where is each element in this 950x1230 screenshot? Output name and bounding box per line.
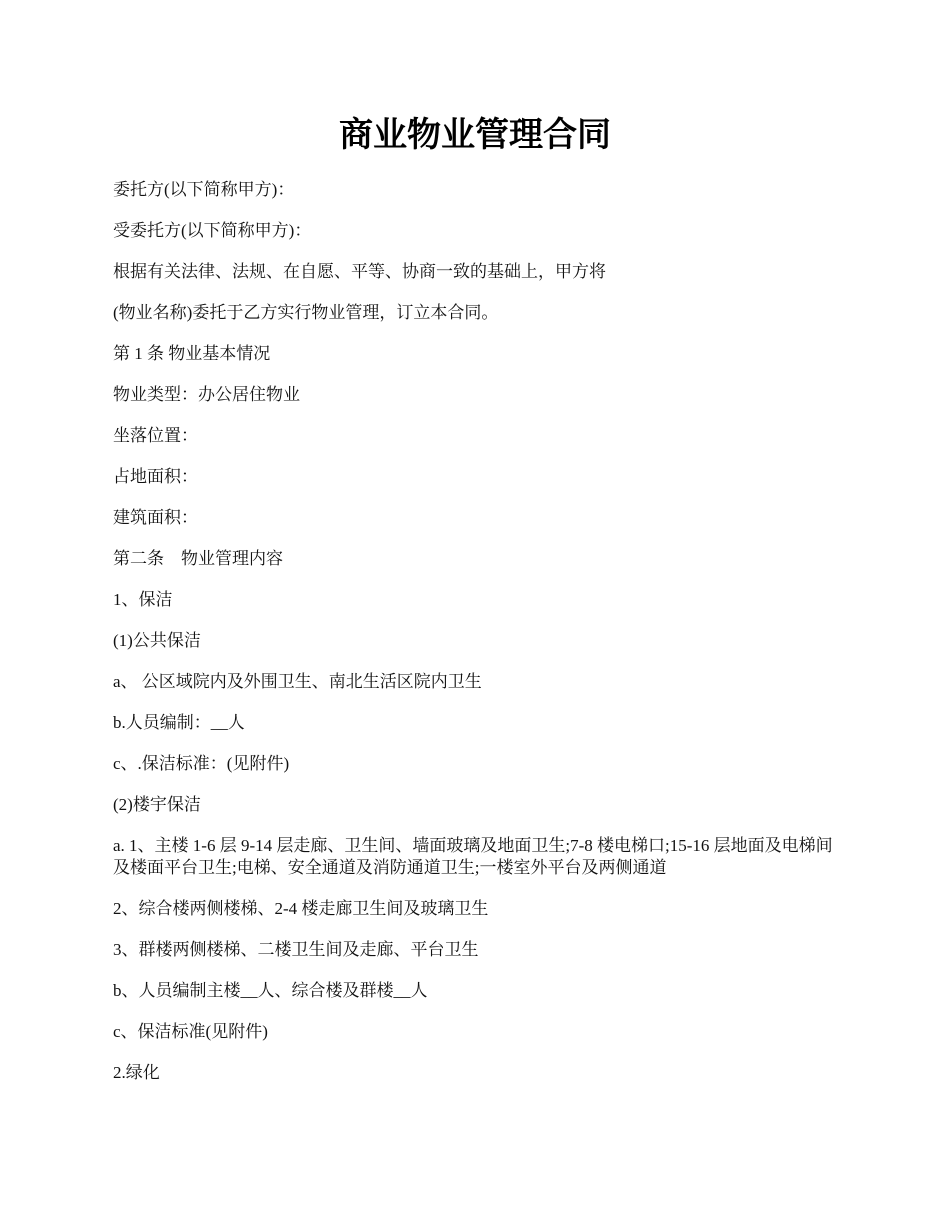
paragraph-client: 委托方(以下简称甲方)： bbox=[113, 180, 295, 199]
item-complex-building: 2、综合楼两侧楼梯、2-4 楼走廊卫生间及玻璃卫生 bbox=[113, 899, 489, 918]
article-1-heading: 第 1 条 物业基本情况 bbox=[113, 344, 271, 363]
paragraph-preamble-1: 根据有关法律、法规、在自愿、平等、协商一致的基础上，甲方将 bbox=[113, 262, 606, 281]
section-cleaning: 1、保洁 bbox=[113, 590, 173, 609]
item-building-staffing: b、人员编制主楼__人、综合楼及群楼__人 bbox=[113, 981, 428, 1000]
article-2-heading: 第二条 物业管理内容 bbox=[113, 549, 283, 568]
document-body bbox=[113, 179, 833, 1103]
paragraph-contractor: 受委托方(以下简称甲方)： bbox=[113, 221, 312, 240]
property-location: 坐落位置： bbox=[113, 426, 198, 445]
property-type: 物业类型：办公居住物业 bbox=[113, 385, 300, 404]
paragraph-preamble-2: (物业名称)委托于乙方实行物业管理，订立本合同。 bbox=[113, 303, 499, 322]
subsection-public-cleaning: (1)公共保洁 bbox=[113, 631, 201, 650]
document-title: 商业物业管理合同 bbox=[339, 117, 611, 154]
land-area: 占地面积： bbox=[113, 467, 198, 486]
item-building-standard: c、保洁标准(见附件) bbox=[113, 1022, 268, 1041]
item-cleaning-standard: c、.保洁标准：(见附件) bbox=[113, 754, 290, 773]
subsection-building-cleaning: (2)楼宇保洁 bbox=[113, 795, 201, 814]
item-public-area: a、 公区域院内及外围卫生、南北生活区院内卫生 bbox=[113, 672, 482, 691]
item-group-building: 3、群楼两侧楼梯、二楼卫生间及走廊、平台卫生 bbox=[113, 940, 479, 959]
section-greening: 2.绿化 bbox=[113, 1063, 160, 1082]
item-main-building: a. 1、主楼 1-6 层 9-14 层走廊、卫生间、墙面玻璃及地面卫生;7-8 楼电梯口;15-16 层地面及电梯间及楼面平台卫生;电梯、安全通道及消防通道卫生;一楼室外平台及两侧通道 bbox=[113, 836, 833, 877]
item-staffing: b.人员编制：__人 bbox=[113, 713, 245, 732]
building-area: 建筑面积： bbox=[113, 508, 198, 527]
